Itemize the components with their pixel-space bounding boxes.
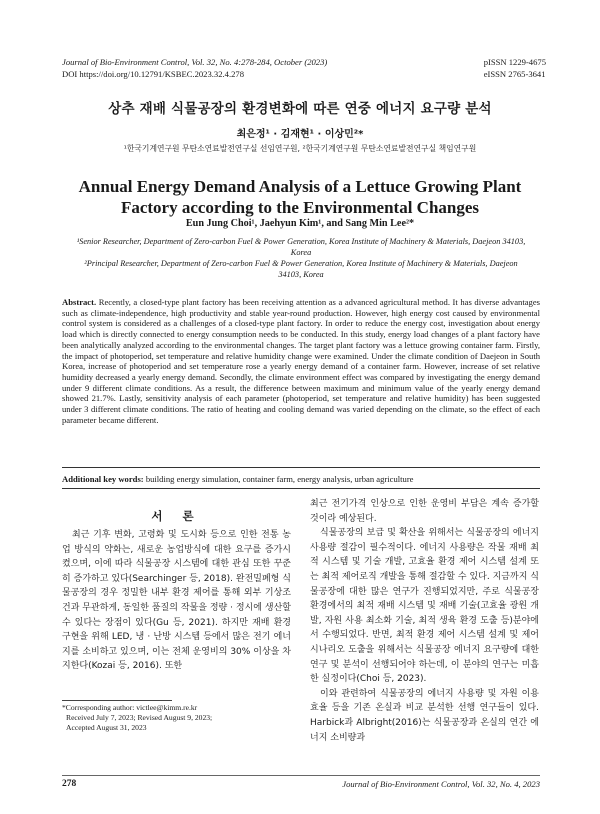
affiliation-2: ²Principal Researcher, Department of Zero-carbon Fuel & Power Generation, Korea Institute of Machinery & Materials, Daejeon 34103, Korea	[84, 259, 518, 279]
eissn: eISSN 2765-3641	[483, 69, 546, 79]
abstract-text: Recently, a closed-type plant factory has been receiving attention as a advanced agricultural method. It has diverse advantages such as climate-independence, high productivity and stable year-round production. However, high energy cost caused by environmental control system is considered as a challenges of a closed-type plant factory. In order to reduce the energy cost, investigation about energy load which is directly connected to energy consumption needs to be conducted. In this study, energy load changes of a plant factory have been analytically analyzed according to the environmental changes. The target plant factory was a lettuce growing container farm. Firstly, the impact of photoperiod, set temperature and relative humidity change were examined. Under the climate condition of Daejeon in South Korea, increase of photoperiod and set temperature rose a yearly energy demand of a container farm. However, increase of set relative humidity decreased a yearly energy demand. Secondly, the climate environment effect was compared by investigating the energy demand under 9 different climate conditions. As a result, the difference between maximum and minimum value of the yearly energy demand showed 21.7%. Lastly, sensitivity analysis of each parameter (photoperiod, set temperature and relative humidity) has been suggested under 3 different climate conditions. The ratio of heating and cooling demand was varied depending on the climate, so the effect of each parameter became different.	[62, 297, 540, 425]
intro-paragraph-continued: 최근 전기가격 인상으로 인한 운영비 부담은 계속 증가할 것이라 예상된다.	[310, 499, 539, 524]
doi-line: DOI https://doi.org/10.12791/KSBEC.2023.32.4.278	[62, 69, 244, 79]
accepted-date: Accepted August 31, 2023	[66, 722, 147, 732]
section-heading-intro: 서 론	[151, 509, 202, 523]
korean-authors: 최은정¹ · 김재현¹ · 이상민²*	[236, 129, 364, 140]
footnote	[62, 703, 292, 732]
received-dates: Received July 7, 2023; Revised August 9, 2023;	[66, 712, 213, 722]
footer-rule	[62, 775, 540, 776]
journal-header	[62, 56, 327, 80]
abstract	[62, 297, 540, 425]
keywords-text: building energy simulation, container farm, energy analysis, urban agriculture	[145, 474, 414, 484]
divider-bottom	[62, 488, 540, 489]
intro-paragraph-3: 이와 관련하여 식물공장의 에너지 사용량 및 자원 이용 효율 등을 기존 온실과 비교 분석한 선행 연구들이 있다. Harbick과 Albright(2016)는 식물공장과 온실의 연간 에너지 소비량과	[310, 688, 539, 743]
right-column	[310, 497, 539, 745]
footnote-rule	[62, 700, 172, 701]
abstract-label: Abstract.	[62, 297, 97, 307]
footer-journal: Journal of Bio-Environment Control, Vol. 32, No. 4, 2023	[342, 779, 540, 789]
affiliation-1: ¹Senior Researcher, Department of Zero-carbon Fuel & Power Generation, Korea Institute of Machinery & Materials, Daejeon 34103, Korea	[76, 237, 526, 257]
journal-citation: Journal of Bio-Environment Control, Vol. 32, No. 4:278-284, October (2023)	[62, 57, 328, 67]
english-authors: Eun Jung Choi¹, Jaehyun Kim¹, and Sang Min Lee²*	[185, 218, 415, 229]
intro-paragraph-2: 식물공장의 보급 및 확산을 위해서는 식물공장의 에너지 사용량 절감이 필수적이다. 에너지 사용량은 작물 재배 최적 시스템 및 기술 개발, 고효율 환경 제어 시스템 설계 또는 최적 제어로직 개발을 통해 절감할 수 있다. 지금까지 식물공장에 대한 많은 연구가 진행되었지만, 주로 식물공장 환경에서의 최적 재배 시스템 및 재배 기술(고효율 광원 개발, 자원 사용 최소화 기술, 최적 생육 환경 도출 등)분야에서 수행되었다. 반면, 최적 환경 제어 시스템 설계 및 제어 시나리오 도출을 위해서는 식물공장 에너지 요구량에 대한 연구 및 분석이 선행되어야 하는데, 이 분야의 연구는 미흡한 실정이다(Choi 등, 2023).	[310, 528, 539, 685]
korean-affiliation: ¹한국기계연구원 무탄소연료발전연구실 선임연구원, ²한국기계연구원 무탄소연료발전연구실 책임연구원	[123, 144, 477, 153]
english-title: Annual Energy Demand Analysis of a Lettuce Growing Plant Factory according to the Environmental Changes	[78, 177, 522, 217]
divider-top	[62, 467, 540, 468]
page-number: 278	[62, 779, 77, 789]
english-affiliations	[76, 236, 526, 280]
left-column	[62, 528, 291, 674]
keywords-label: Additional key words:	[62, 474, 144, 484]
corresponding-author: *Corresponding author: victlee@kimm.re.kr	[62, 703, 198, 712]
keywords	[62, 474, 540, 484]
korean-title: 상추 재배 식물공장의 환경변화에 따른 연중 에너지 요구량 분석	[108, 101, 492, 117]
issn-block	[484, 56, 546, 80]
intro-paragraph-1: 최근 기후 변화, 고령화 및 도시화 등으로 인한 전통 농업 방식의 약화는, 새로운 농업방식에 대한 요구를 증가시켰으며, 이에 따라 식물공장 시스템에 대한 관심 또한 꾸준히 증가하고 있다(Searchinger 등, 2018). 완전밀폐형 식물공장의 경우 정밀한 내부 환경 제어를 통해 외부 기상조건과 무관하게, 동일한 품질의 작물을 정량 · 정시에 생산할 수 있다는 장점이 있다(Gu 등, 2021). 하지만 재배 환경 구현을 위해 LED, 냉 · 난방 시스템 등에서 많은 전기 에너지를 소비하고 있으며, 이는 전체 운영비의 30% 이상을 차지한다(Kozai 등, 2016). 또한	[62, 530, 291, 672]
pissn: pISSN 1229-4675	[483, 57, 546, 67]
